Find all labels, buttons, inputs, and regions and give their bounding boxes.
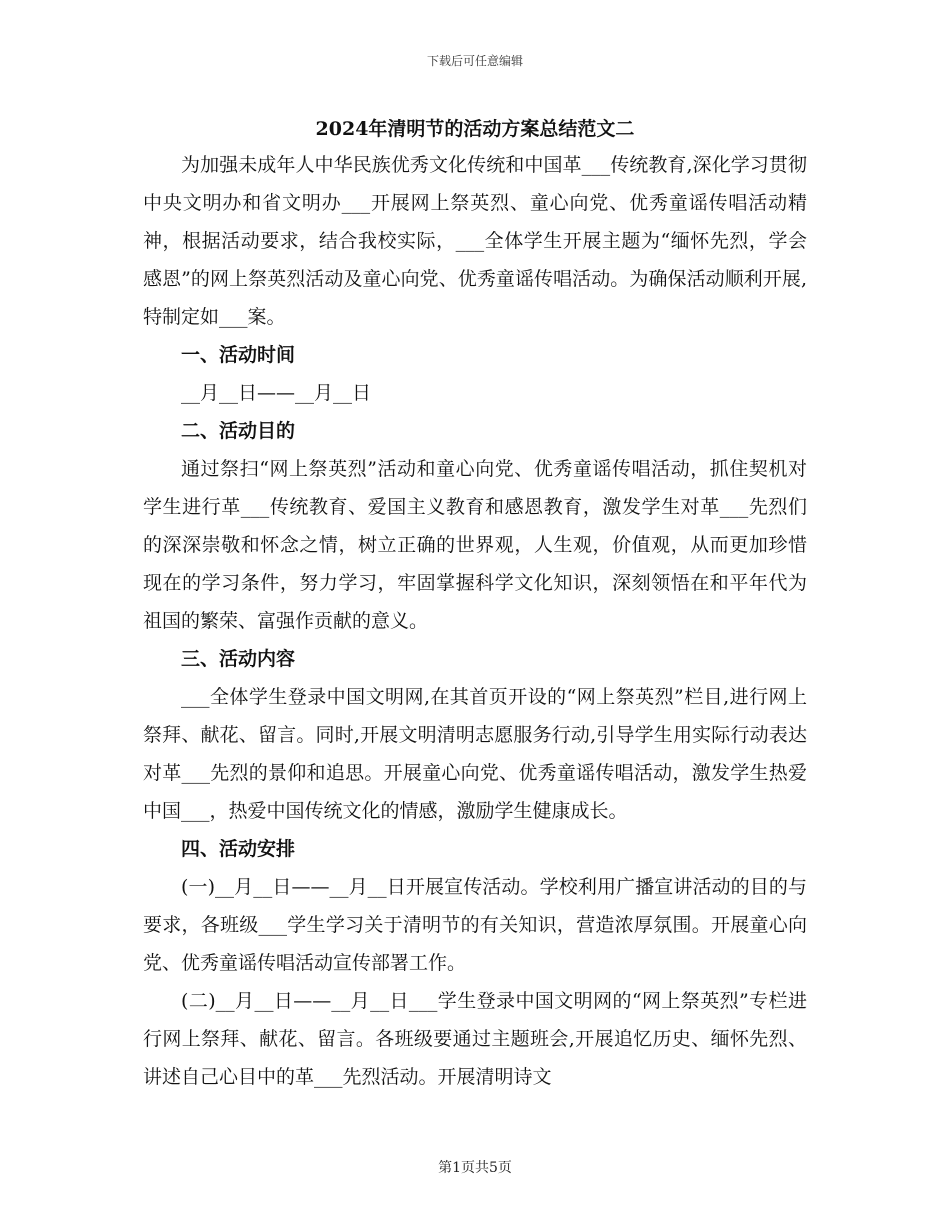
section-heading-content: 三、活动内容 [181, 648, 296, 670]
document-title: 2024年清明节的活动方案总结范文二 [315, 118, 635, 140]
section-schedule-paragraph-2: (二)__月__日——__月__日___学生登录中国文明网的“网上祭英烈”专栏进行网上祭拜、献花、留言。各班级要通过主题班会,开展追忆历史、缅怀先烈、讲述自己心目中的革___先烈活动。开展清明诗文 [143, 990, 807, 1088]
header-note: 下载后可任意编辑 [426, 54, 523, 68]
section-heading-schedule: 四、活动安排 [181, 838, 296, 860]
section-heading-time: 一、活动时间 [181, 344, 296, 366]
section-time-paragraph: __月__日——__月__日 [181, 382, 372, 404]
document-body [143, 114, 807, 1096]
section-schedule-paragraph-1: (一)__月__日——__月__日开展宣传活动。学校利用广播宣讲活动的目的与要求，各班级___学生学习关于清明节的有关知识，营造浓厚氛围。开展童心向党、优秀童谣传唱活动宣传部署工作。 [143, 876, 807, 974]
page-number: 第1页共5页 [438, 1160, 512, 1176]
section-heading-purpose: 二、活动目的 [181, 420, 296, 442]
section-content-paragraph: ___全体学生登录中国文明网,在其首页开设的“网上祭英烈”栏目,进行网上祭拜、献花、留言。同时,开展文明清明志愿服务行动,引导学生用实际行动表达对革___先烈的景仰和追思。开展童心向党、优秀童谣传唱活动，激发学生热爱中国___，热爱中国传统文化的情感，激励学生健康成长。 [143, 686, 807, 822]
intro-paragraph: 为加强未成年人中华民族优秀文化传统和中国革___传统教育,深化学习贯彻中央文明办和省文明办___开展网上祭英烈、童心向党、优秀童谣传唱活动精神，根据活动要求，结合我校实际，___全体学生开展主题为“缅怀先烈，学会感恩”的网上祭英烈活动及童心向党、优秀童谣传唱活动。为确保活动顺利开展,特制定如___案。 [143, 154, 807, 328]
section-purpose-paragraph: 通过祭扫“网上祭英烈”活动和童心向党、优秀童谣传唱活动，抓住契机对学生进行革___传统教育、爱国主义教育和感恩教育，激发学生对革___先烈们的深深崇敬和怀念之情，树立正确的世界观，人生观，价值观，从而更加珍惜现在的学习条件，努力学习，牢固掌握科学文化知识，深刻领悟在和平年代为祖国的繁荣、富强作贡献的意义。 [143, 458, 807, 632]
